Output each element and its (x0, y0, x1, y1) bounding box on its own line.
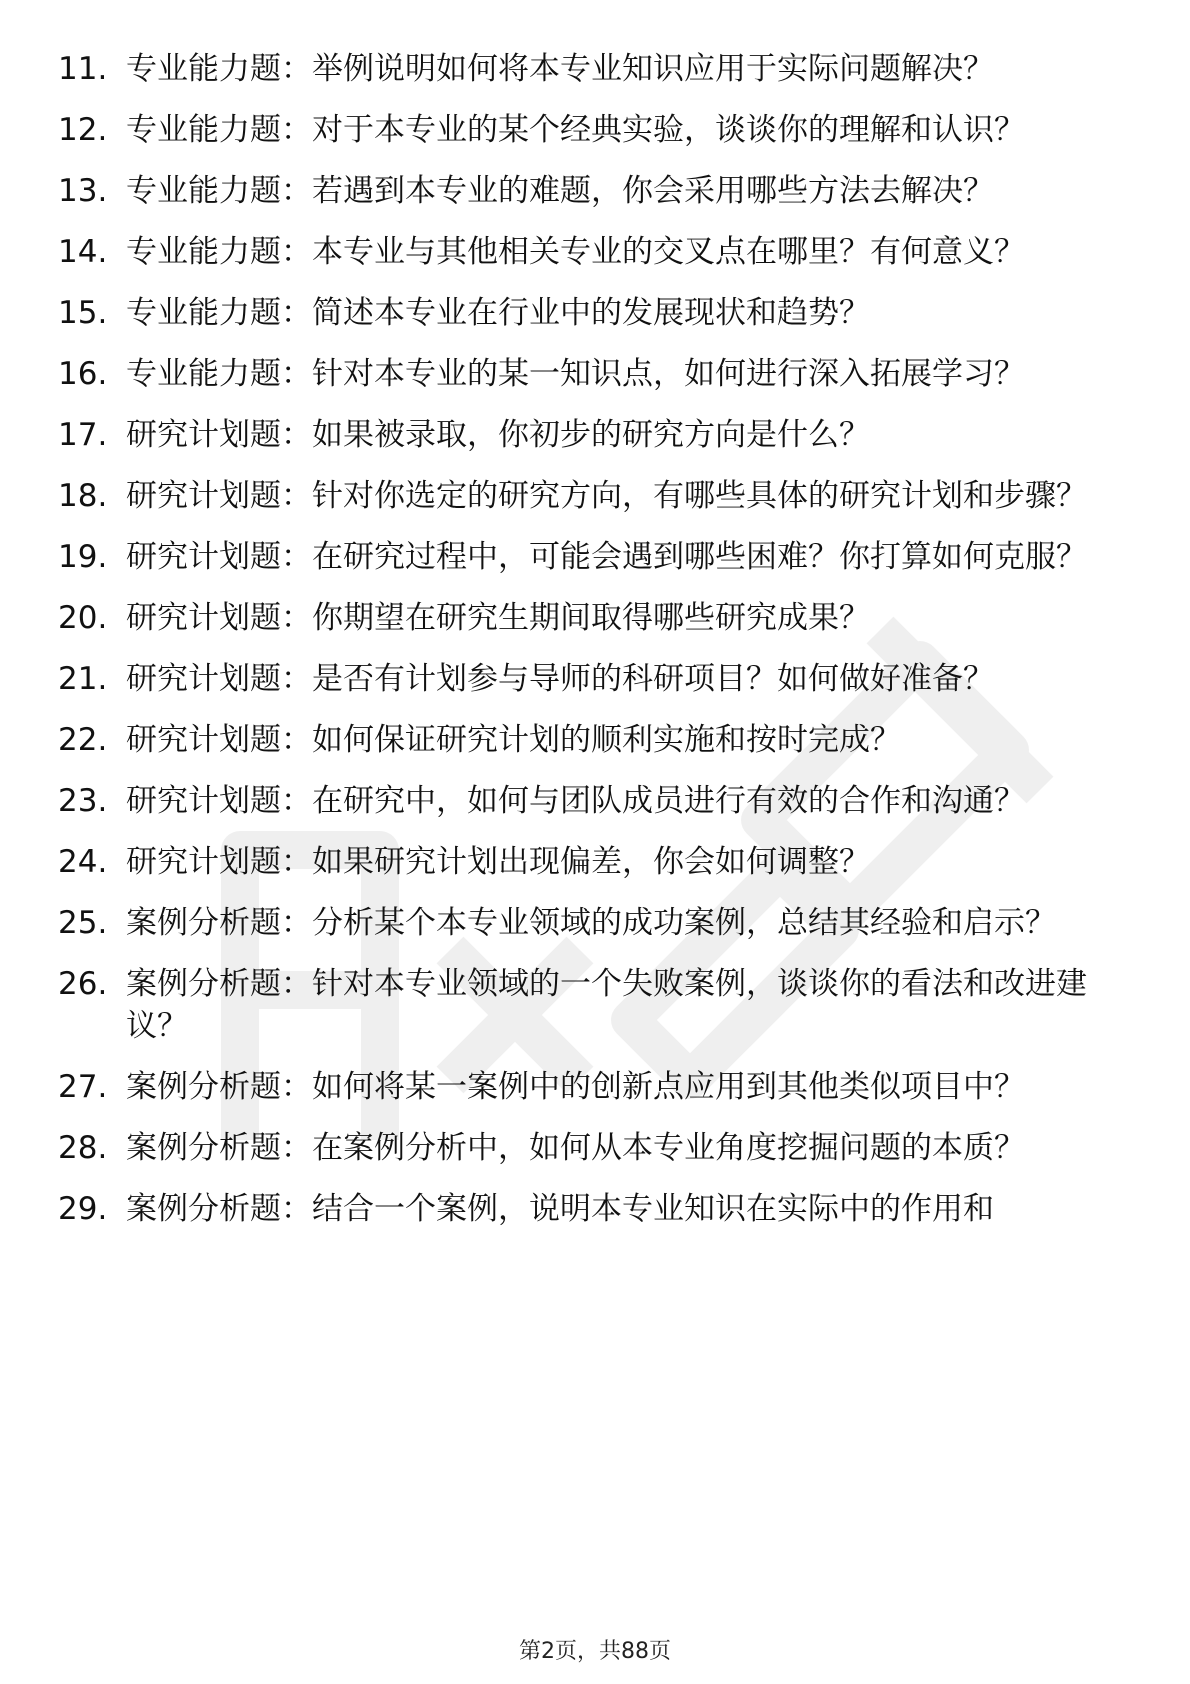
question-category: 研究计划题： (126, 539, 312, 575)
question-category: 研究计划题： (126, 478, 312, 514)
question-text: 针对本专业的某一知识点，如何进行深入拓展学习？ (312, 356, 1025, 392)
question-text-line (126, 963, 1106, 1047)
question-text-line (126, 1066, 1106, 1108)
question-text-line (126, 597, 1106, 639)
question-text-line (126, 1127, 1106, 1169)
question-item (0, 963, 1190, 1047)
question-number: 20. (58, 600, 108, 636)
question-text: 对于本专业的某个经典实验，谈谈你的理解和认识？ (312, 112, 1025, 148)
question-text-line (126, 780, 1106, 822)
question-text: 针对你选定的研究方向，有哪些具体的研究计划和步骤？ (312, 478, 1087, 514)
question-category: 案例分析题： (126, 1069, 312, 1105)
question-number: 28. (58, 1130, 108, 1166)
question-text-line (126, 292, 1106, 334)
question-item (0, 109, 1190, 151)
question-category: 专业能力题： (126, 356, 312, 392)
question-text: 如何将某一案例中的创新点应用到其他类似项目中？ (312, 1069, 1025, 1105)
question-number: 13. (58, 173, 108, 209)
question-category: 专业能力题： (126, 112, 312, 148)
question-text-line (126, 536, 1106, 578)
question-number: 12. (58, 112, 108, 148)
question-text: 如果被录取，你初步的研究方向是什么？ (312, 417, 870, 453)
question-text: 如果研究计划出现偏差，你会如何调整？ (312, 844, 870, 880)
question-item (0, 475, 1190, 517)
question-category: 研究计划题： (126, 600, 312, 636)
question-list (0, 48, 1190, 1249)
question-item (0, 170, 1190, 212)
question-text: 在研究中，如何与团队成员进行有效的合作和沟通？ (312, 783, 1025, 819)
question-number: 26. (58, 966, 108, 1002)
question-category: 研究计划题： (126, 722, 312, 758)
question-number: 27. (58, 1069, 108, 1105)
question-number: 24. (58, 844, 108, 880)
question-number: 16. (58, 356, 108, 392)
question-category: 研究计划题： (126, 783, 312, 819)
question-category: 专业能力题： (126, 234, 312, 270)
question-text-line (126, 841, 1106, 883)
question-number: 17. (58, 417, 108, 453)
question-text-line (126, 231, 1106, 273)
question-item (0, 658, 1190, 700)
question-category: 研究计划题： (126, 417, 312, 453)
question-item (0, 48, 1190, 90)
question-text: 若遇到本专业的难题，你会采用哪些方法去解决？ (312, 173, 994, 209)
question-text: 结合一个案例，说明本专业知识在实际中的作用和 (312, 1191, 994, 1227)
question-text-line (126, 48, 1106, 90)
question-category: 案例分析题： (126, 1130, 312, 1166)
question-text: 在案例分析中，如何从本专业角度挖掘问题的本质？ (312, 1130, 1025, 1166)
question-number: 15. (58, 295, 108, 331)
question-item (0, 1127, 1190, 1169)
question-text-line (126, 170, 1106, 212)
question-number: 11. (58, 51, 108, 87)
question-category: 案例分析题： (126, 905, 312, 941)
question-text-line (126, 1188, 1106, 1230)
question-number: 29. (58, 1191, 108, 1227)
question-category: 案例分析题： (126, 1191, 312, 1227)
question-number: 18. (58, 478, 108, 514)
question-item (0, 902, 1190, 944)
question-item (0, 841, 1190, 883)
question-item (0, 719, 1190, 761)
question-category: 专业能力题： (126, 173, 312, 209)
question-text: 在研究过程中，可能会遇到哪些困难？你打算如何克服？ (312, 539, 1087, 575)
question-number: 19. (58, 539, 108, 575)
question-item (0, 353, 1190, 395)
question-number: 25. (58, 905, 108, 941)
question-text-line (126, 658, 1106, 700)
question-category: 专业能力题： (126, 51, 312, 87)
question-category: 研究计划题： (126, 844, 312, 880)
question-text: 针对本专业领域的一个失败案例，谈谈你的看法和改进建议？ (126, 966, 1087, 1044)
question-number: 14. (58, 234, 108, 270)
question-item (0, 780, 1190, 822)
question-item (0, 414, 1190, 456)
question-text: 是否有计划参与导师的科研项目？如何做好准备？ (312, 661, 994, 697)
question-text-line (126, 353, 1106, 395)
question-text: 分析某个本专业领域的成功案例，总结其经验和启示？ (312, 905, 1056, 941)
question-text-line (126, 414, 1106, 456)
question-text-line (126, 719, 1106, 761)
question-number: 21. (58, 661, 108, 697)
question-item (0, 536, 1190, 578)
question-item (0, 1066, 1190, 1108)
question-number: 22. (58, 722, 108, 758)
question-category: 研究计划题： (126, 661, 312, 697)
question-item (0, 231, 1190, 273)
question-number: 23. (58, 783, 108, 819)
page-footer: 第2页，共88页 (519, 1639, 671, 1664)
question-category: 案例分析题： (126, 966, 312, 1002)
question-text: 你期望在研究生期间取得哪些研究成果？ (312, 600, 870, 636)
question-text-line (126, 902, 1106, 944)
question-text: 如何保证研究计划的顺利实施和按时完成？ (312, 722, 901, 758)
question-text-line (126, 475, 1106, 517)
question-text: 本专业与其他相关专业的交叉点在哪里？有何意义？ (312, 234, 1025, 270)
question-category: 专业能力题： (126, 295, 312, 331)
question-item (0, 292, 1190, 334)
question-item (0, 1188, 1190, 1230)
question-text-line (126, 109, 1106, 151)
question-item (0, 597, 1190, 639)
question-text: 简述本专业在行业中的发展现状和趋势？ (312, 295, 870, 331)
question-text: 举例说明如何将本专业知识应用于实际问题解决？ (312, 51, 994, 87)
